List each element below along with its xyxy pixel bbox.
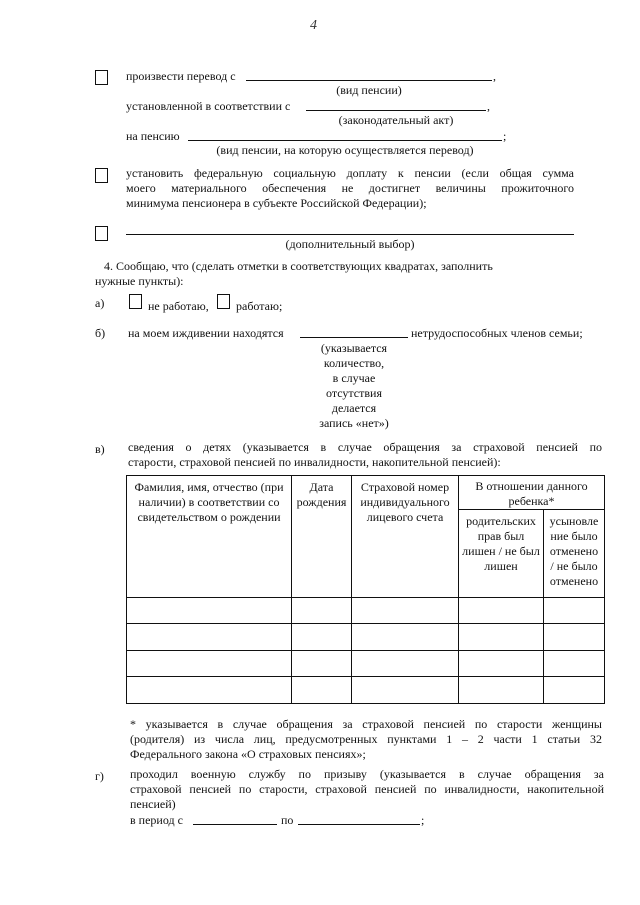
item-b-letter: б) (95, 326, 106, 340)
checkbox-additional-choice[interactable] (95, 226, 108, 241)
table-cell[interactable] (544, 651, 605, 677)
table-cell[interactable] (292, 624, 352, 651)
item-v-letter: в) (95, 442, 105, 456)
footnote-line1: * указывается в случае обращения за страховой пенсией по старости женщины (130, 717, 602, 731)
col-header-deprived-rights: родительских прав был лишен / не был лишен (459, 510, 544, 598)
dependents-note-line: запись «нет») (319, 416, 389, 430)
table-cell[interactable] (352, 598, 459, 624)
table-cell[interactable] (459, 677, 544, 704)
dependents-suffix: нетрудоспособных членов семьи; (411, 326, 583, 340)
col-header-full-name: Фамилия, имя, отчество (при наличии) в соответствии со свидетельством о рождении (127, 476, 292, 598)
children-table (126, 475, 605, 704)
dependents-note (304, 341, 404, 431)
table-cell[interactable] (127, 624, 292, 651)
period-to-field[interactable] (298, 824, 420, 825)
established-by-label: установленной в соответствии с (126, 99, 291, 113)
pension-type-caption: (вид пенсии) (336, 83, 402, 97)
legal-act-field[interactable] (306, 110, 486, 111)
military-service-line1: проходил военную службу по призыву (указывается в случае обращения за (130, 767, 604, 781)
table-row (127, 598, 605, 624)
transfer-from-label: произвести перевод с (126, 69, 236, 83)
table-cell[interactable] (459, 598, 544, 624)
table-cell[interactable] (292, 598, 352, 624)
transfer-from-field[interactable] (246, 80, 492, 81)
period-from-label: в период с (130, 813, 183, 827)
table-cell[interactable] (352, 677, 459, 704)
social-supplement-line3: минимума пенсионера в субъекте Российской Федерации); (126, 196, 427, 210)
item4-heading-line2: нужные пункты): (95, 274, 184, 288)
checkbox-transfer[interactable] (95, 70, 108, 85)
table-cell[interactable] (127, 598, 292, 624)
dependents-note-line: в случае (332, 371, 376, 385)
footnote-line3: Федерального закона «О страховых пенсиях»; (130, 747, 366, 761)
table-cell[interactable] (127, 651, 292, 677)
social-supplement-line2: моего материального обеспечения не достигнет величины прожиточного (126, 181, 574, 195)
checkbox-social-supplement[interactable] (95, 168, 108, 183)
social-supplement-line1: установить федеральную социальную доплату к пенсии (если общая сумма (126, 166, 574, 180)
working-label: работаю; (236, 299, 283, 313)
target-pension-caption: (вид пенсии, на которую осуществляется перевод) (216, 143, 474, 157)
transfer-from-comma: , (493, 69, 496, 83)
col-header-relation: В отношении данного ребенка* (459, 476, 605, 510)
military-service-line3: пенсией) (130, 797, 176, 811)
target-pension-field[interactable] (188, 140, 502, 141)
table-cell[interactable] (292, 651, 352, 677)
table-cell[interactable] (459, 651, 544, 677)
checkbox-not-working[interactable] (129, 294, 142, 309)
table-cell[interactable] (352, 624, 459, 651)
checkbox-working[interactable] (217, 294, 230, 309)
additional-choice-field[interactable] (126, 234, 574, 235)
children-info-line2: старости, страховой пенсией по инвалидности, накопительной пенсией): (128, 455, 501, 469)
item-g-letter: г) (95, 769, 104, 783)
table-cell[interactable] (544, 598, 605, 624)
legal-act-caption: (законодательный акт) (338, 113, 454, 127)
table-row (127, 677, 605, 704)
period-semicolon: ; (421, 813, 425, 827)
table-cell[interactable] (127, 677, 292, 704)
dependents-count-field[interactable] (300, 337, 408, 338)
table-cell[interactable] (544, 624, 605, 651)
table-cell[interactable] (292, 677, 352, 704)
item4-heading-line1: 4. Сообщаю, что (сделать отметки в соответствующих квадратах, заполнить (104, 259, 493, 273)
dependents-note-line: (указывается (320, 341, 388, 355)
additional-choice-caption: (дополнительный выбор) (285, 237, 415, 251)
legal-act-comma: , (487, 99, 490, 113)
dependents-note-line: количество, (323, 356, 385, 370)
footnote-line2: (родителя) из числа лиц, предусмотренных пунктами 1 – 2 части 1 статьи 32 (130, 732, 602, 746)
target-pension-semicolon: ; (503, 129, 507, 143)
to-pension-label: на пенсию (126, 129, 180, 143)
table-cell[interactable] (544, 677, 605, 704)
children-info-line1: сведения о детях (указывается в случае обращения за страховой пенсией по (128, 440, 602, 454)
table-row (127, 624, 605, 651)
table-cell[interactable] (459, 624, 544, 651)
item-a-letter: а) (95, 296, 105, 310)
military-service-line2: страховой пенсией по старости, страховой пенсией по инвалидности, накопительной (130, 782, 604, 796)
table-row (127, 651, 605, 677)
col-header-birth-date: Дата рождения (292, 476, 352, 598)
col-header-snils: Страховой номер индивидуального лицевого счета (352, 476, 459, 598)
period-to-label: по (281, 813, 294, 827)
table-cell[interactable] (352, 651, 459, 677)
dependents-note-line: отсутствия (326, 386, 382, 400)
page-number: 4 (310, 18, 317, 33)
col-header-adoption-cancelled: усыновление было отменено / не было отменено (544, 510, 605, 598)
period-from-field[interactable] (193, 824, 277, 825)
not-working-label: не работаю, (148, 299, 209, 313)
dependents-label: на моем иждивении находятся (128, 326, 284, 340)
dependents-note-line: делается (331, 401, 377, 415)
